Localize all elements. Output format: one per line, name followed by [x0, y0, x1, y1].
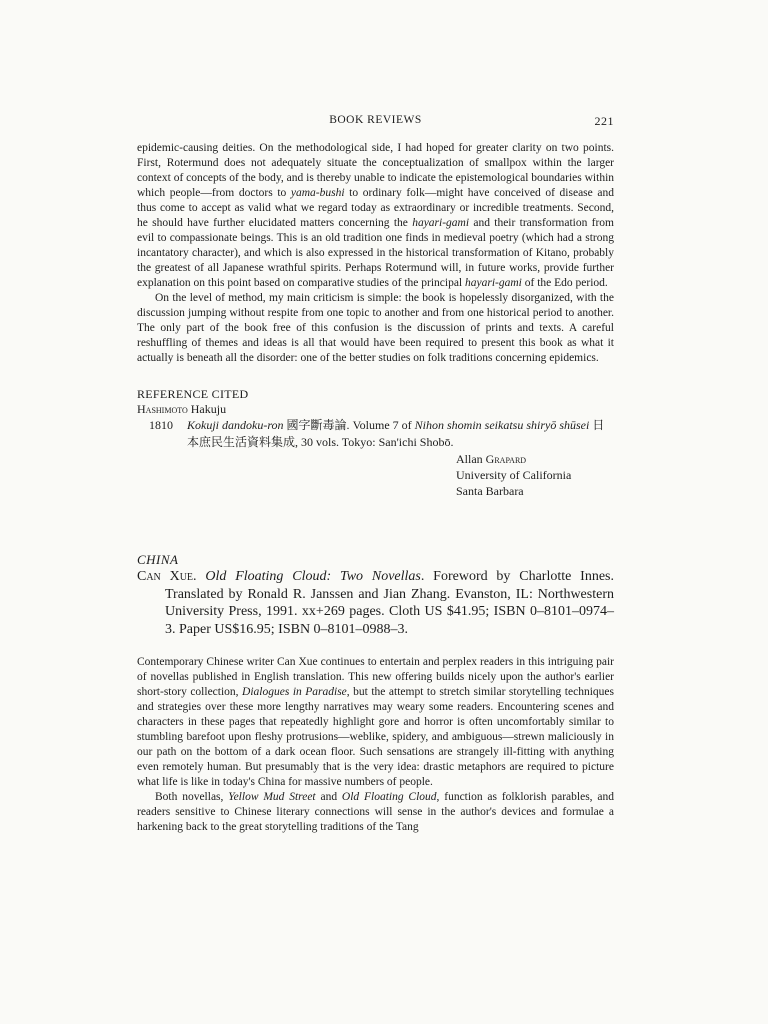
reviewer-affiliation: University of California: [456, 468, 572, 482]
book-citation: Can Xue. Old Floating Cloud: Two Novellas. Foreword by Charlotte Innes. Translated by Ronald R. Janssen and Jian Zhang. Evanston, IL: Northwestern University Press, 1991. xx+269 pages. Cloth US $41.95; ISBN 0–8101–0974–3. Paper US$16.95; ISBN 0–8101–0988–3.: [137, 569, 614, 637]
reference-year: 1810: [149, 418, 173, 432]
reviewer-location: Santa Barbara: [456, 484, 524, 498]
references-heading: REFERENCE CITED: [137, 387, 249, 401]
journal-page: [137, 112, 614, 835]
reviewer-signoff: [456, 451, 614, 499]
reviewer-name: Allan Grapard: [456, 452, 527, 466]
review2-paragraph-1: Contemporary Chinese writer Can Xue continues to entertain and perplex readers in this intriguing pair of novellas published in English translation. This new offering builds nicely upon the author's earlier short-story collection, Dialogues in Paradise, but the attempt to stretch similar storytelling techniques and strategies over these more lengthy narratives may weary some readers. Encountering scenes and characters in these pages that repeatedly highlight gore and horror is often uncomfortably similar to stumbling barefoot upon fleshy protrusions—weblike, spidery, and ambiguous—strewn maliciously in our path on the bottom of a dark ocean floor. Such sensations are strangely ill-fitting with anything even remotely human. But presumably that is the very idea: drastic metaphors are required to picture what life is like in today's China for massive numbers of people.: [137, 656, 614, 788]
reference-body: Kokuji dandoku-ron 國字斷毒論. Volume 7 of Nihon shomin seikatsu shiryō shūsei 日本庶民生活資料集成, 30 vols. Tokyo: San'ichi Shobō.: [187, 418, 605, 449]
reference-author: Hashimoto Hakuju: [137, 402, 227, 416]
reference-entry: [149, 417, 614, 451]
section-label: CHINA: [137, 552, 179, 567]
page-number: 221: [594, 114, 614, 128]
review2-paragraph-2: Both novellas, Yellow Mud Street and Old Floating Cloud, function as folklorish parables, and readers sensitive to Chinese literary connections will sense in the author's devices and formulae a harkening back to the great storytelling traditions of the Tang: [137, 791, 614, 833]
review1-paragraph-1: epidemic-causing deities. On the methodological side, I had hoped for greater clarity on two points. First, Rotermund does not adequately situate the conceptualization of smallpox within the larger context of concepts of the body, and is thereby unable to indicate the epistemological boundaries within which people—from doctors to yama-bushi to ordinary folk—might have conceived of disease and thus come to accept as valid what we regard today as extraordinary or incredible treatments. Second, he should have further elucidated matters concerning the hayari-gami and their transformation from evil to compassionate beings. This is an old tradition one finds in medieval poetry (which had a strong incantatory character), and which is also expressed in the historical transformation of Kitano, probably the greatest of all Japanese wrathful spirits. Perhaps Rotermund will, in future works, provide further explanation on this point based on comparative studies of the principal hayari-gami of the Edo period.: [137, 142, 615, 289]
running-head: [137, 112, 614, 132]
review1-paragraph-2: On the level of method, my main criticism is simple: the book is hopelessly disorganized, with the discussion jumping without respite from one topic to another and from one historical period to another. The only part of the book free of this confusion is the discussion of prints and texts. A careful reshuffling of themes and ideas is all that would have been required to present this book as what it actually is beneath all the disorder: one of the better studies on folk traditions concerning epidemics.: [137, 292, 614, 364]
running-title: BOOK REVIEWS: [329, 114, 422, 126]
